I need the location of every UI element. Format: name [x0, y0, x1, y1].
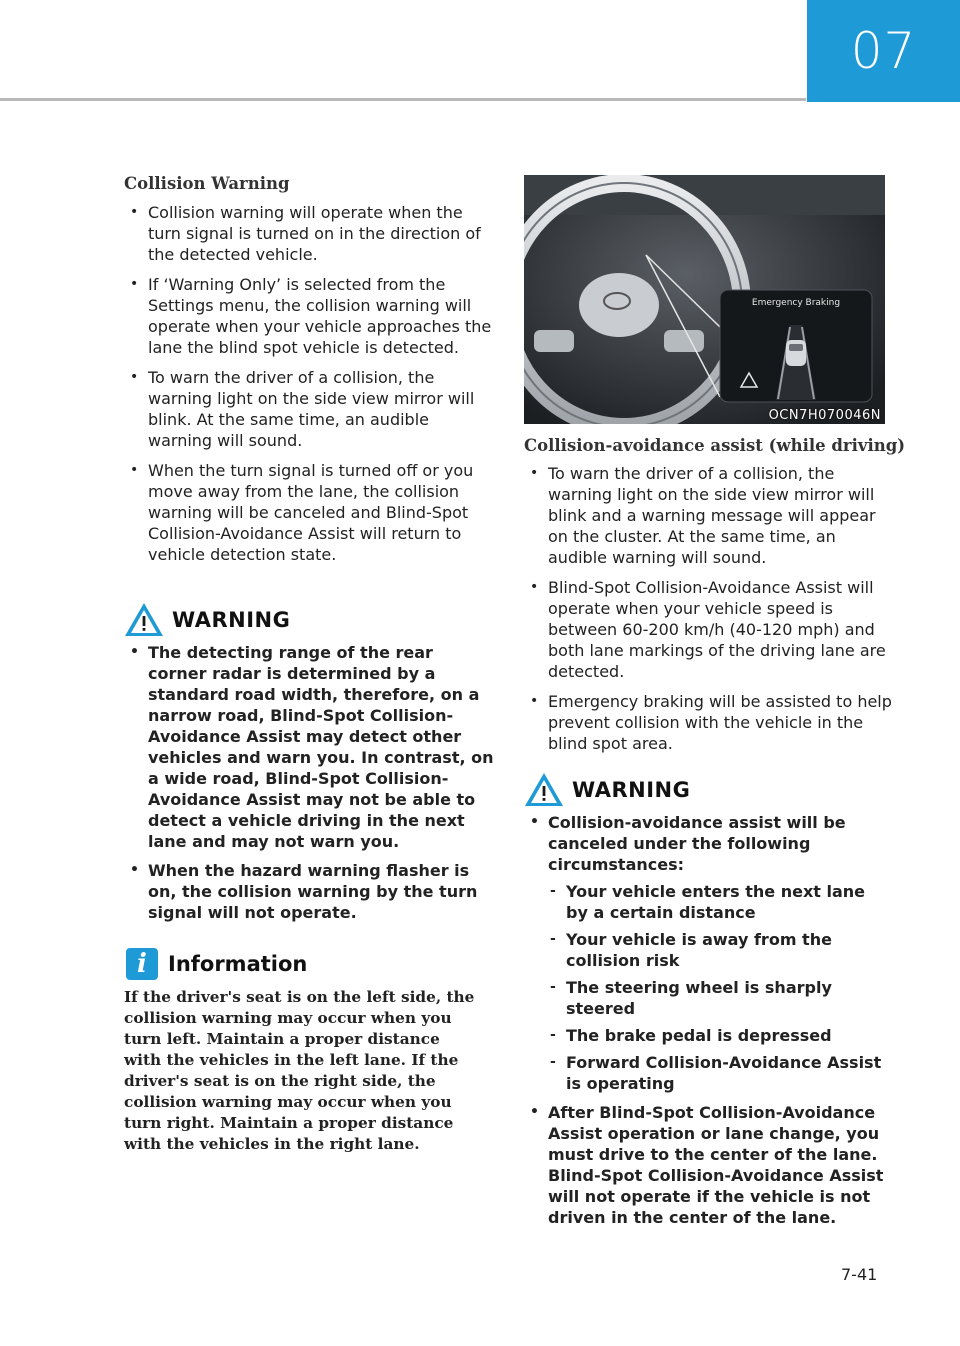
cluster-figure: [524, 175, 885, 424]
dashboard-illustration: [524, 175, 885, 424]
warning-bullet-text: Collision-avoidance assist will be canceled under the following circumstances:: [548, 813, 846, 874]
collision-avoidance-list: [524, 463, 896, 763]
warning-triangle-icon: [524, 772, 564, 808]
list-item: • To warn the driver of a collision, the warning light on the side view mirror will blink. At the same time, an audible warning will sound.: [124, 367, 494, 451]
list-item: • If ‘Warning Only’ is selected from the Settings menu, the collision warning will operate when your vehicle approaches the lane the blind spot vehicle is detected.: [124, 274, 494, 358]
list-item: - The brake pedal is depressed: [548, 1025, 892, 1046]
list-item: • After Blind-Spot Collision-Avoidance Assist operation or lane change, you must drive to the center of the lane. Blind-Spot Collision-Avoidance Assist will not operate if the vehicle is not driven in the center of the lane.: [524, 1102, 892, 1228]
header-rule: [0, 98, 806, 101]
section-title-collision-avoidance: Collision-avoidance assist (while driving): [524, 436, 906, 455]
information-label: Information: [168, 952, 308, 976]
information-icon: i: [126, 948, 158, 980]
list-item: - Forward Collision-Avoidance Assist is operating: [548, 1052, 892, 1094]
information-text: If the driver's seat is on the left side, the collision warning may occur when you turn left. Maintain a proper distance with the vehicles in the left lane. If the driver's seat is on the right side, the collision warning may occur when you turn right. Maintain a proper distance with the vehicles in the right lane.: [124, 988, 475, 1153]
list-item: • Emergency braking will be assisted to help prevent collision with the vehicle in the blind spot area.: [524, 691, 896, 754]
cluster-text: Emergency Braking: [751, 298, 841, 308]
warning-triangle-icon: [124, 602, 164, 638]
list-item: • Collision warning will operate when the turn signal is turned on in the direction of the detected vehicle.: [124, 202, 494, 265]
section-title-collision-warning: Collision Warning: [124, 174, 290, 193]
collision-warning-list: [124, 202, 494, 574]
cancel-conditions-list: [548, 881, 892, 1094]
warning-label: WARNING: [172, 608, 291, 632]
list-item: - Your vehicle enters the next lane by a certain distance: [548, 881, 892, 923]
information-heading: [126, 948, 307, 980]
page-number: 7-41: [841, 1265, 878, 1284]
warning-heading-right: [524, 772, 690, 808]
list-item: - Your vehicle is away from the collision risk: [548, 929, 892, 971]
figure-code: OCN7H070046N: [768, 408, 881, 423]
list-item: - The steering wheel is sharply steered: [548, 977, 892, 1019]
list-item: • To warn the driver of a collision, the warning light on the side view mirror will blink and a warning message will appear on the cluster. At the same time, an audible warning will sound.: [524, 463, 896, 568]
warning-list-left: [124, 642, 496, 931]
warning-list-right: [524, 812, 892, 1236]
list-item: • The detecting range of the rear corner radar is determined by a standard road width, therefore, on a narrow road, Blind-Spot Collision-Avoidance Assist may detect other vehicles and warn you. In contrast, on a wide road, Blind-Spot Collision-Avoidance Assist may not be able to detect a vehicle driving in the next lane and may not warn you.: [124, 642, 496, 852]
warning-heading-left: [124, 602, 290, 638]
list-item: [524, 812, 892, 1094]
warning-label: WARNING: [572, 778, 691, 802]
chapter-tab: 07: [807, 0, 960, 102]
list-item: • When the turn signal is turned off or you move away from the lane, the collision warning will be canceled and Blind-Spot Collision-Avoidance Assist will return to vehicle detection state.: [124, 460, 494, 565]
list-item: • When the hazard warning flasher is on, the collision warning by the turn signal will not operate.: [124, 860, 496, 923]
list-item: • Blind-Spot Collision-Avoidance Assist will operate when your vehicle speed is between 60-200 km/h (40-120 mph) and both lane markings of the driving lane are detected.: [524, 577, 896, 682]
